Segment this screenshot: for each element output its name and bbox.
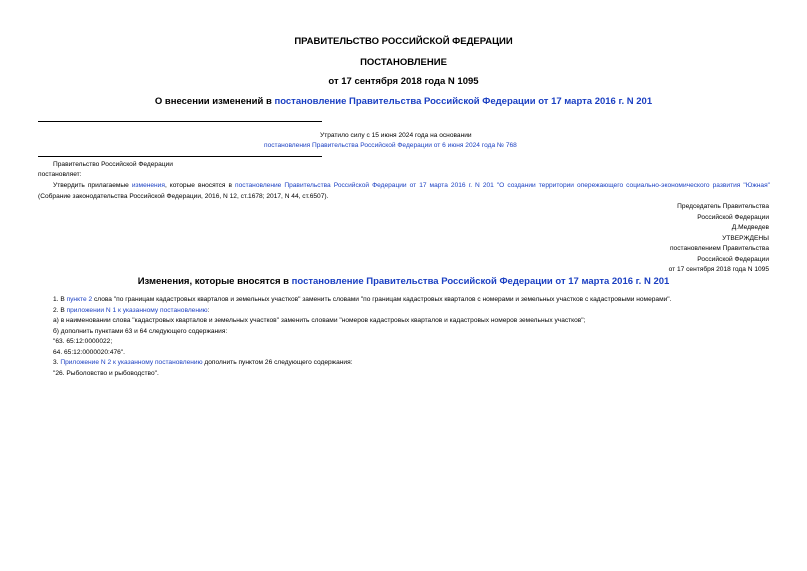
approve-paragraph — [38, 181, 770, 202]
separator-line-2 — [38, 156, 322, 157]
signature-line-1: Председатель Правительства — [677, 203, 769, 210]
list-item: б) дополнить пунктами 63 и 64 следующего содержания: — [53, 327, 228, 335]
approve-text-a: Утвердить прилагаемые — [53, 182, 132, 189]
list-item: "63. 65:12:0000022; — [53, 338, 113, 345]
decree-201-link[interactable]: постановление Правительства Российской Федерации от 17 марта 2016 г. N 201 "О создании территории опережающего социально-экономического развития "Южная" — [235, 182, 770, 189]
list-item — [53, 358, 672, 369]
approve-text-c: (Собрание законодательства Российской Федерации, 2016, N 12, ст.1678; 2017, N 44, ст.6507). — [38, 192, 329, 200]
list-item: 64. 65:12:0000020:476". — [53, 348, 126, 356]
list-item — [53, 306, 672, 317]
gov-rf-text: Правительство Российской Федерации — [53, 161, 173, 168]
separator-line — [38, 121, 322, 122]
status-note: Утратило силу с 15 июня 2024 года на основании — [320, 132, 472, 139]
changes-heading — [0, 276, 807, 287]
item-2-text-a: 2. В — [53, 306, 67, 314]
document-title — [0, 96, 807, 107]
item-1-link[interactable]: пункте 2 — [66, 296, 93, 303]
changes-list — [53, 295, 672, 379]
item-3-link[interactable]: Приложение N 2 к указанному постановлению — [60, 359, 203, 366]
item-3-text-b: дополнить пунктом 26 следующего содержания: — [202, 359, 353, 366]
signature-line-2: Российской Федерации — [697, 213, 769, 221]
status-note-link-wrapper — [264, 141, 517, 151]
changes-heading-link[interactable]: постановление Правительства Российской Федерации от 17 марта 2016 г. N 201 — [291, 276, 670, 287]
document-type: ПОСТАНОВЛЕНИЕ — [360, 57, 447, 68]
signature-block — [669, 202, 769, 276]
repeal-decree-link[interactable]: постановления Правительства Российской Федерации от 6 июня 2024 года № 768 — [264, 142, 517, 149]
document-date-number: от 17 сентября 2018 года N 1095 — [328, 76, 479, 87]
approved-rf: Российской Федерации — [697, 255, 769, 263]
approve-text-b: , которые вносятся в — [164, 182, 236, 189]
government-header: ПРАВИТЕЛЬСТВО РОССИЙСКОЙ ФЕДЕРАЦИИ — [294, 36, 513, 47]
changes-heading-prefix: Изменения, которые вносятся в — [137, 276, 292, 287]
list-item: "26. Рыболовство и рыбоводство". — [53, 369, 159, 377]
item-2-text-b: : — [207, 306, 210, 314]
list-item — [53, 295, 672, 306]
item-1-text-b: слова "по границам кадастровых кварталов и земельных участков" заменить словами "по границам кадастровых кварталов с номерами и земельных участков с кадастровыми номерами". — [92, 296, 672, 303]
decides-text: постановляет: — [38, 171, 82, 178]
signature-name: Д.Медведев — [731, 224, 769, 231]
item-1-text-a: 1. В — [53, 296, 67, 303]
title-decree-link[interactable]: постановление Правительства Российской Федерации от 17 марта 2016 г. N 201 — [274, 96, 653, 107]
title-prefix: О внесении изменений в — [154, 96, 275, 107]
item-2-link[interactable]: приложении N 1 к указанному постановлению — [66, 306, 208, 314]
approved-date: от 17 сентября 2018 года N 1095 — [668, 266, 769, 273]
item-3-text-a: 3. — [53, 359, 61, 366]
list-item: а) в наименовании слова "кадастровых кварталов и земельных участков" заменить словами "номеров кадастровых кварталов и кадастровых номеров земельных участков"; — [53, 317, 586, 324]
approved-by: постановлением Правительства — [669, 245, 769, 252]
changes-link[interactable]: изменения — [131, 182, 165, 189]
approved-label: УТВЕРЖДЕНЫ — [722, 234, 769, 242]
